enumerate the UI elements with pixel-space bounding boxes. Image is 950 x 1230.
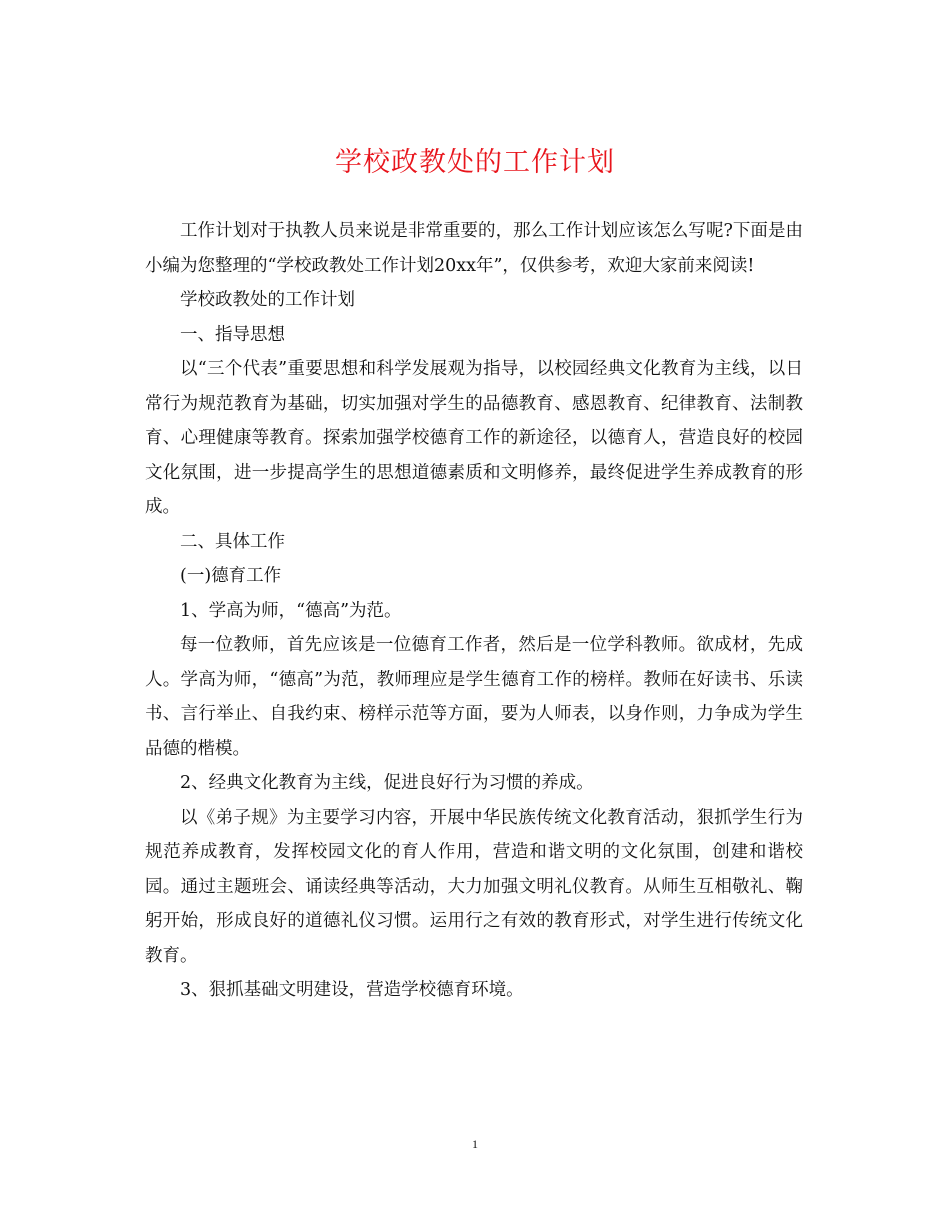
page-number: 1 — [472, 1137, 478, 1151]
document-title: 学校政教处的工作计划 — [335, 147, 615, 178]
body-paragraph: 以“三个代表”重要思想和科学发展观为指导，以校园经典文化教育为主线，以日常行为规范教育为基础，切实加强对学生的品德教育、感恩教育、纪律教育、法制教育、心理健康等教育。探索加强学校德育工作的新途径，以德育人，营造良好的校园文化氛围，进一步提高学生的思想道德素质和文明修养，最终促进学生养成教育的形成。 — [145, 359, 803, 517]
section-heading: 学校政教处的工作计划 — [180, 290, 355, 310]
section-heading: 二、具体工作 — [180, 531, 285, 552]
intro-paragraph: 工作计划对于执教人员来说是非常重要的，那么工作计划应该怎么写呢?下面是由小编为您整理的“学校政教处工作计划20xx年”，仅供参考，欢迎大家前来阅读! — [145, 221, 803, 276]
item-heading: 1、学高为师，“德高”为范。 — [180, 600, 402, 621]
item-heading: 2、经典文化教育为主线，促进良好行为习惯的养成。 — [180, 773, 594, 793]
item-heading: 3、狠抓基础文明建设，营造学校德育环境。 — [180, 980, 524, 1000]
section-heading: 一、指导思想 — [180, 324, 285, 345]
document-body — [145, 214, 803, 1008]
body-paragraph: 每一位教师，首先应该是一位德育工作者，然后是一位学科教师。欲成材，先成人。学高为师，“德高”为范，教师理应是学生德育工作的榜样。教师在好读书、乐读书、言行举止、自我约束、榜样示范等方面，要为人师表，以身作则，力争成为学生品德的楷模。 — [145, 635, 803, 759]
body-paragraph: 以《弟子规》为主要学习内容，开展中华民族传统文化教育活动，狠抓学生行为规范养成教育，发挥校园文化的育人作用，营造和谐文明的文化氛围，创建和谐校园。通过主题班会、诵读经典等活动，大力加强文明礼仪教育。从师生互相敬礼、鞠躬开始，形成良好的道德礼仪习惯。运用行之有效的教育形式，对学生进行传统文化教育。 — [145, 807, 803, 966]
subsection-heading: (一)德育工作 — [180, 566, 282, 586]
